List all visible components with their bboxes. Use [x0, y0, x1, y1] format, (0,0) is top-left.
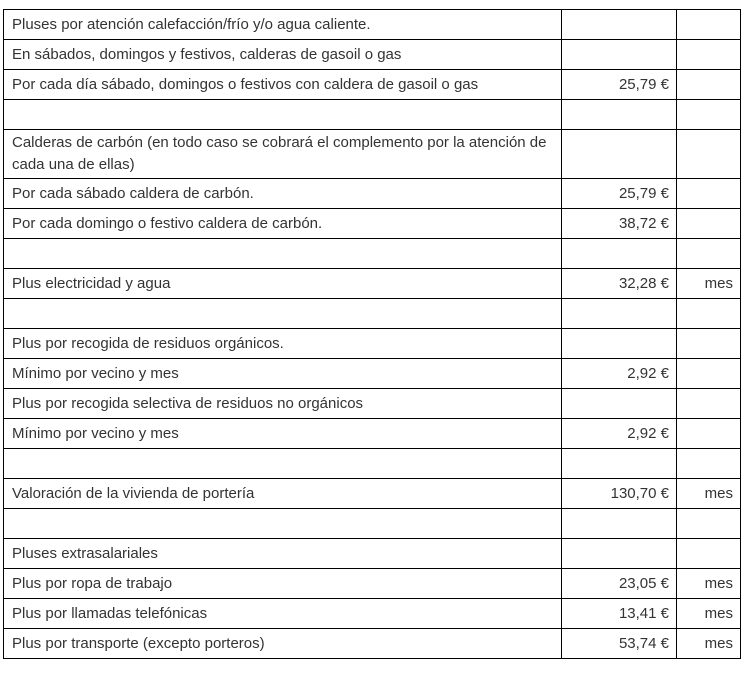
table-row — [4, 70, 741, 100]
unit-cell — [677, 239, 741, 269]
unit-cell — [677, 539, 741, 569]
unit-cell — [677, 40, 741, 70]
concept-cell: Valoración de la vivienda de portería — [4, 479, 562, 509]
concept-cell — [4, 239, 562, 269]
table-row — [4, 539, 741, 569]
amount-cell — [562, 130, 677, 179]
amount-cell — [562, 40, 677, 70]
table-row — [4, 239, 741, 269]
unit-cell — [677, 329, 741, 359]
unit-cell — [677, 130, 741, 179]
unit-cell — [677, 509, 741, 539]
table-row — [4, 599, 741, 629]
amount-cell — [562, 299, 677, 329]
unit-cell — [677, 419, 741, 449]
amount-cell: 25,79 € — [562, 70, 677, 100]
concept-cell: Plus por transporte (excepto porteros) — [4, 629, 562, 659]
concept-cell: Plus por recogida de residuos orgánicos. — [4, 329, 562, 359]
concept-cell: Plus electricidad y agua — [4, 269, 562, 299]
concept-cell: Por cada día sábado, domingos o festivos con caldera de gasoil o gas — [4, 70, 562, 100]
table-row — [4, 130, 741, 179]
unit-cell — [677, 389, 741, 419]
table-row — [4, 209, 741, 239]
amount-cell — [562, 239, 677, 269]
table-row — [4, 100, 741, 130]
unit-cell — [677, 299, 741, 329]
concept-cell: Por cada domingo o festivo caldera de carbón. — [4, 209, 562, 239]
amount-cell: 2,92 € — [562, 359, 677, 389]
unit-cell: mes — [677, 269, 741, 299]
rates-table-body — [4, 10, 741, 659]
table-row — [4, 299, 741, 329]
unit-cell — [677, 70, 741, 100]
amount-cell — [562, 539, 677, 569]
amount-cell — [562, 509, 677, 539]
concept-cell — [4, 509, 562, 539]
concept-cell — [4, 100, 562, 130]
table-row — [4, 10, 741, 40]
amount-cell: 13,41 € — [562, 599, 677, 629]
concept-cell: Por cada sábado caldera de carbón. — [4, 179, 562, 209]
amount-cell — [562, 389, 677, 419]
unit-cell: mes — [677, 599, 741, 629]
amount-cell — [562, 100, 677, 130]
amount-cell: 32,28 € — [562, 269, 677, 299]
unit-cell — [677, 449, 741, 479]
table-row — [4, 269, 741, 299]
amount-cell: 2,92 € — [562, 419, 677, 449]
unit-cell: mes — [677, 479, 741, 509]
unit-cell — [677, 359, 741, 389]
table-row — [4, 389, 741, 419]
concept-cell: Mínimo por vecino y mes — [4, 419, 562, 449]
table-row — [4, 569, 741, 599]
table-row — [4, 40, 741, 70]
amount-cell — [562, 329, 677, 359]
concept-cell: Plus por llamadas telefónicas — [4, 599, 562, 629]
amount-cell: 130,70 € — [562, 479, 677, 509]
amount-cell — [562, 449, 677, 479]
table-row — [4, 629, 741, 659]
unit-cell — [677, 179, 741, 209]
unit-cell — [677, 10, 741, 40]
unit-cell — [677, 100, 741, 130]
table-row — [4, 509, 741, 539]
amount-cell: 25,79 € — [562, 179, 677, 209]
concept-cell: Plus por recogida selectiva de residuos no orgánicos — [4, 389, 562, 419]
table-row — [4, 419, 741, 449]
concept-cell — [4, 299, 562, 329]
concept-cell: Plus por ropa de trabajo — [4, 569, 562, 599]
concept-cell: Pluses por atención calefacción/frío y/o agua caliente. — [4, 10, 562, 40]
unit-cell — [677, 209, 741, 239]
table-row — [4, 179, 741, 209]
concept-cell: En sábados, domingos y festivos, calderas de gasoil o gas — [4, 40, 562, 70]
table-row — [4, 449, 741, 479]
table-row — [4, 329, 741, 359]
concept-cell: Calderas de carbón (en todo caso se cobrará el complemento por la atención de cada una de ellas) — [4, 130, 562, 179]
unit-cell: mes — [677, 569, 741, 599]
amount-cell — [562, 10, 677, 40]
concept-cell — [4, 449, 562, 479]
amount-cell: 53,74 € — [562, 629, 677, 659]
table-row — [4, 479, 741, 509]
amount-cell: 38,72 € — [562, 209, 677, 239]
concept-cell: Pluses extrasalariales — [4, 539, 562, 569]
concept-cell: Mínimo por vecino y mes — [4, 359, 562, 389]
table-row — [4, 359, 741, 389]
unit-cell: mes — [677, 629, 741, 659]
amount-cell: 23,05 € — [562, 569, 677, 599]
rates-table — [3, 9, 741, 659]
